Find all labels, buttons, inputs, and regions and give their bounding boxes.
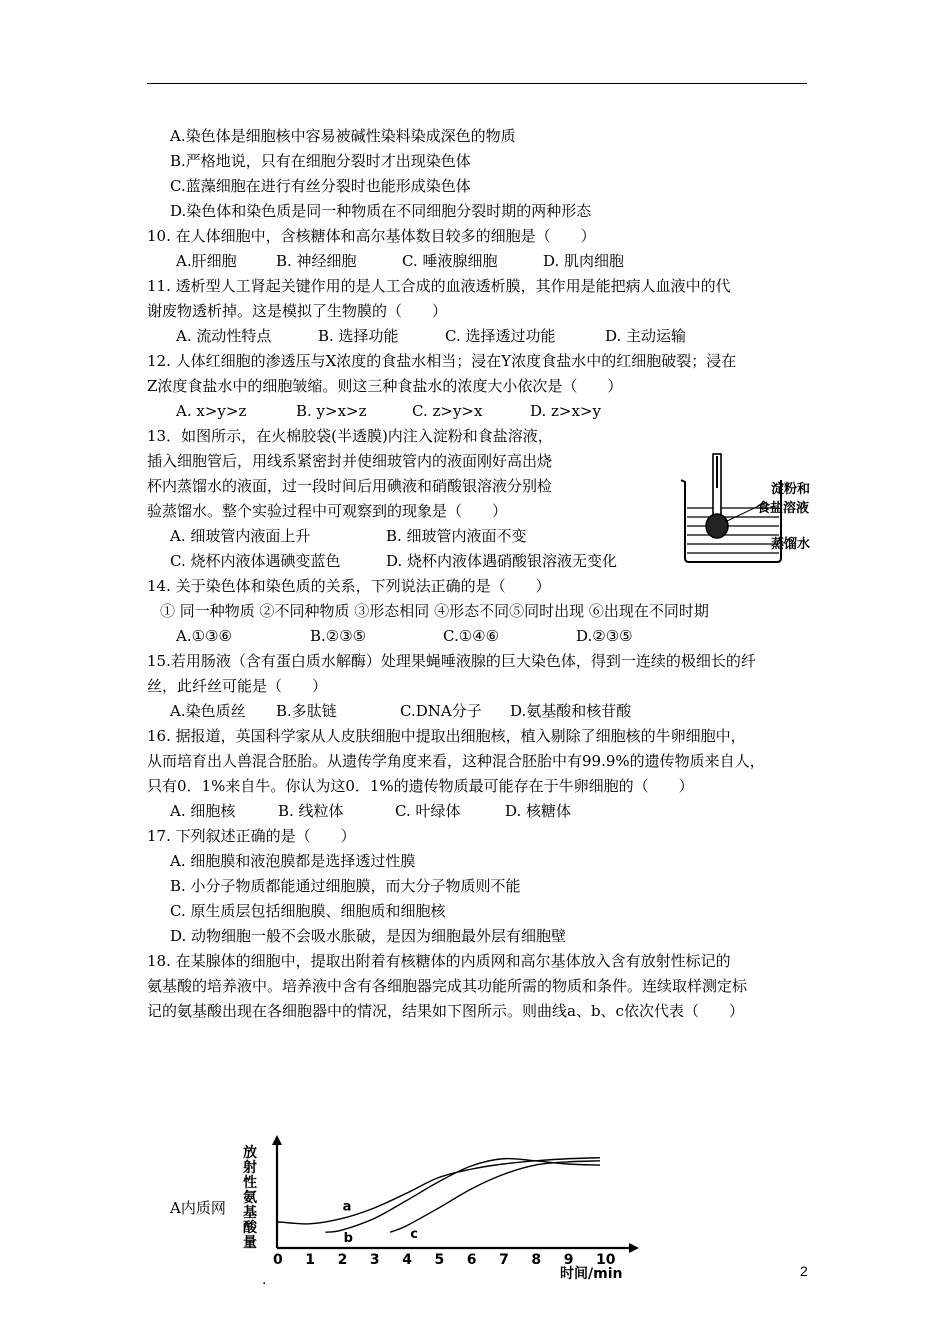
curve-c	[390, 1161, 600, 1232]
x-tick-label: 0	[273, 1252, 283, 1268]
q9-option-d: D.染色体和染色质是同一种物质在不同细胞分裂时期的两种形态	[170, 202, 592, 220]
q12-option-c: C. z>y>x	[412, 402, 483, 420]
q13-stem-line4: 验蒸馏水。整个实验过程中可观察到的现象是（ ）	[147, 502, 508, 520]
q18-stem-line1: 18. 在某腺体的细胞中，提取出附着有核糖体的内质网和高尔基体放入含有放射性标记的	[147, 952, 731, 970]
q15-stem-line1: 15.若用肠液（含有蛋白质水解酶）处理果蝇唾液腺的巨大染色体，得到一连续的极细长的纤	[147, 652, 756, 670]
y-axis-arrow	[272, 1135, 282, 1145]
q15-option-c: C.DNA分子	[400, 702, 482, 720]
q12-stem-line1: 12. 人体红细胞的渗透压与X浓度的食盐水相当；浸在Y浓度食盐水中的红细胞破裂；浸在	[147, 352, 737, 370]
q16-option-b: B. 线粒体	[278, 802, 344, 820]
q14-option-b: B.②③⑤	[310, 627, 367, 645]
y-label-char: 性	[243, 1175, 257, 1191]
footer-mark: .	[262, 1272, 267, 1288]
q10-option-a: A.肝细胞	[176, 252, 237, 270]
q14-stem: 14. 关于染色体和染色质的关系，下列说法正确的是（ ）	[147, 577, 551, 595]
y-label-char: 射	[243, 1160, 257, 1176]
q11-option-b: B. 选择功能	[318, 327, 399, 345]
x-tick-label: 10	[596, 1252, 616, 1268]
q9-option-b: B.严格地说，只有在细胞分裂时才出现染色体	[170, 152, 471, 170]
curve-label-a: a	[342, 1199, 352, 1215]
q16-stem-line2: 从而培育出人兽混合胚胎。从遗传学角度来看，这种混合胚胎中有99.9%的遗传物质来自人，	[147, 752, 765, 770]
q11-option-d: D. 主动运输	[605, 327, 687, 345]
q11-stem-line1: 11. 透析型人工肾起关键作用的是人工合成的血液透析膜，其作用是能把病人血液中的代	[147, 277, 731, 295]
q10-option-c: C. 唾液腺细胞	[402, 252, 498, 270]
q12-option-b: B. y>x>z	[296, 402, 367, 420]
q14-items: ① 同一种物质 ②不同种物质 ③形态相同 ④形态不同⑤同时出现 ⑥出现在不同时期	[160, 602, 709, 620]
q17-option-d: D. 动物细胞一般不会吸水胀破，是因为细胞最外层有细胞壁	[170, 927, 567, 945]
radioactivity-chart	[225, 1135, 655, 1285]
q14-option-a: A.①③⑥	[176, 627, 232, 645]
y-label-char: 酸	[243, 1220, 257, 1236]
q14-option-c: C.①④⑥	[443, 627, 500, 645]
x-tick-label: 4	[402, 1252, 412, 1268]
q16-option-d: D. 核糖体	[505, 802, 572, 820]
page-number: 2	[800, 1263, 808, 1279]
q11-stem-line2: 谢废物透析掉。这是模拟了生物膜的（ ）	[147, 302, 448, 320]
x-tick-label: 9	[563, 1252, 574, 1268]
x-tick-label: 5	[434, 1252, 445, 1268]
q17-option-a: A. 细胞膜和液泡膜都是选择透过性膜	[170, 852, 416, 870]
q17-option-b: B. 小分子物质都能通过细胞膜，而大分子物质则不能	[170, 877, 521, 895]
x-tick-label: 2	[337, 1252, 348, 1268]
q16-option-c: C. 叶绿体	[395, 802, 461, 820]
beaker-outline	[681, 480, 781, 562]
q15-option-b: B.多肽链	[276, 702, 337, 720]
q13-option-a: A. 细玻管内液面上升	[170, 527, 311, 545]
q18-stem-line2: 氨基酸的培养液中。培养液中含有各细胞器完成其功能所需的物质和条件。连续取样测定标	[147, 977, 748, 995]
x-tick-label: 6	[466, 1252, 477, 1268]
label-water: 蒸馏水	[771, 537, 811, 552]
q15-option-d: D.氨基酸和核苷酸	[510, 702, 632, 720]
curve-label-c: c	[410, 1226, 418, 1242]
x-tick-label: 1	[305, 1252, 316, 1268]
beaker-figure	[675, 450, 835, 568]
q16-stem-line3: 只有0．1%来自牛。你认为这0．1%的遗传物质最可能存在于牛卵细胞的（ ）	[147, 777, 694, 795]
collodion-bag	[706, 514, 728, 538]
q18-stem-line3: 记的氨基酸出现在各细胞器中的情况，结果如下图所示。则曲线a、b、c依次代表（ ）	[147, 1002, 744, 1020]
q17-option-c: C. 原生质层包括细胞膜、细胞质和细胞核	[170, 902, 446, 920]
y-label-char: 量	[243, 1235, 257, 1251]
header-rule	[147, 83, 807, 84]
chart-axes	[272, 1135, 639, 1253]
q10-option-b: B. 神经细胞	[276, 252, 357, 270]
q15-stem-line2: 丝，此纤丝可能是（ ）	[147, 677, 328, 695]
chart-curves	[277, 1158, 600, 1246]
y-label-char: 基	[243, 1205, 257, 1221]
x-tick-label: 3	[369, 1252, 380, 1268]
x-tick-label: 7	[499, 1252, 509, 1268]
q15-option-a: A.染色质丝	[170, 702, 246, 720]
q13-stem-line1: 13．如图所示，在火棉胶袋(半透膜)内注入淀粉和食盐溶液，	[147, 427, 553, 445]
q16-stem-line1: 16. 据报道，英国科学家从人皮肤细胞中提取出细胞核，植入剔除了细胞核的牛卵细胞中，	[147, 727, 746, 745]
q11-option-a: A. 流动性特点	[176, 327, 272, 345]
q13-stem-line3: 杯内蒸馏水的液面，过一段时间后用碘液和硝酸银溶液分别检	[147, 477, 553, 495]
q11-option-c: C. 选择透过功能	[445, 327, 556, 345]
curve-label-b: b	[343, 1231, 353, 1247]
q9-option-c: C.蓝藻细胞在进行有丝分裂时也能形成染色体	[170, 177, 471, 195]
x-axis-arrow	[629, 1243, 639, 1253]
label-starch-line2: 食盐溶液	[757, 501, 810, 516]
curve-b	[325, 1159, 600, 1233]
q17-stem: 17. 下列叙述正确的是（ ）	[147, 827, 356, 845]
y-label-char: 氨	[243, 1190, 257, 1206]
q13-option-b: B. 细玻管内液面不变	[386, 527, 527, 545]
q16-option-a: A. 细胞核	[170, 802, 236, 820]
q12-option-d: D. z>x>y	[530, 402, 602, 420]
q12-option-a: A. x>y>z	[176, 402, 247, 420]
q18-option-a-partial: A内质网	[170, 1199, 226, 1217]
x-axis-label: 时间/min	[560, 1266, 623, 1282]
y-label-char: 放	[243, 1145, 257, 1161]
q13-option-c: C. 烧杯内液体遇碘变蓝色	[170, 552, 341, 570]
q13-option-d: D. 烧杯内液体遇硝酸银溶液无变化	[386, 552, 618, 570]
q13-stem-line2: 插入细胞管后，用线系紧密封并使细玻管内的液面刚好高出烧	[147, 452, 553, 470]
q9-option-a: A.染色体是细胞核中容易被碱性染料染成深色的物质	[170, 127, 516, 145]
x-tick-label: 8	[531, 1252, 542, 1268]
q14-option-d: D.②③⑤	[576, 627, 633, 645]
curve-a	[277, 1158, 600, 1224]
q10-stem: 10. 在人体细胞中，含核糖体和高尔基体数目较多的细胞是（ ）	[147, 227, 596, 245]
y-axis-label	[243, 1144, 258, 1251]
q12-stem-line2: Z浓度食盐水中的细胞皱缩。则这三种食盐水的浓度大小依次是（ ）	[147, 377, 623, 395]
label-starch-line1: 淀粉和	[771, 482, 811, 497]
q10-option-d: D. 肌肉细胞	[543, 252, 625, 270]
